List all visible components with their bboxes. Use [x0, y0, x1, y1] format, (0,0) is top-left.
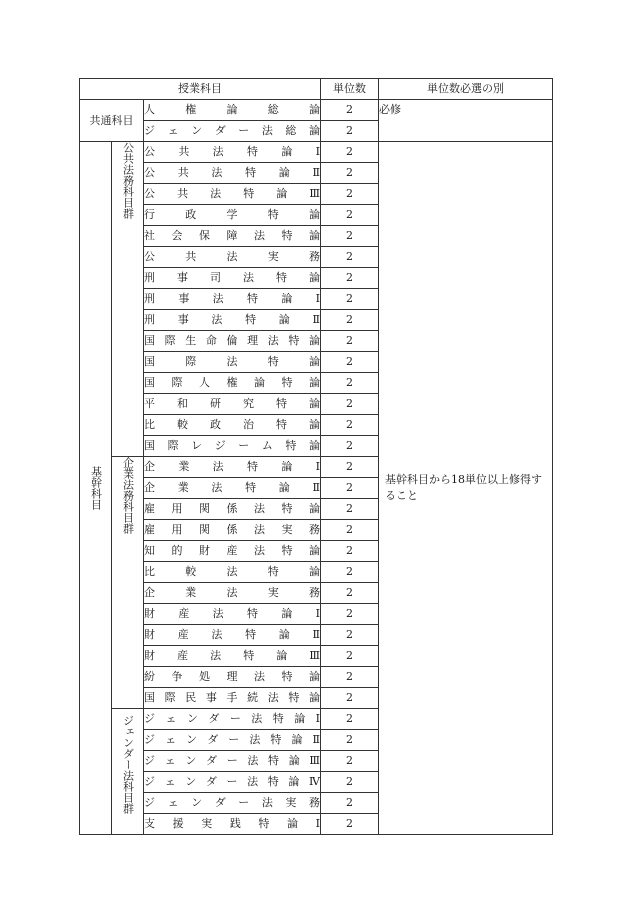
subject-name	[144, 268, 321, 289]
subject-units: 2	[321, 583, 379, 604]
subject-name-text: 刑 事 法 特 論 Ⅱ	[144, 313, 320, 326]
subgroup-label-text: ジェンダー法科目群	[121, 715, 135, 814]
subject-name	[144, 793, 321, 814]
subject-name-text: 行 政 学 特 論	[144, 208, 320, 221]
subgroup-label	[112, 142, 144, 457]
header-row	[80, 79, 553, 100]
subject-units: 2	[321, 688, 379, 709]
subject-name	[144, 562, 321, 583]
subject-name-text: 国 際 人 権 論 特 論	[144, 376, 320, 389]
core-group-label-text: 基幹科目	[89, 466, 103, 510]
subject-name	[144, 730, 321, 751]
subject-units: 2	[321, 499, 379, 520]
subject-name-text: 雇 用 関 係 法 実 務	[144, 523, 320, 536]
subject-name	[144, 100, 321, 121]
subject-name-text: 国 際 民 事 手 続 法 特 論	[144, 691, 320, 704]
subject-units: 2	[321, 646, 379, 667]
common-group-label: 共通科目	[80, 100, 144, 142]
subject-name	[144, 436, 321, 457]
subject-name	[144, 478, 321, 499]
subject-name	[144, 625, 321, 646]
subject-name-text: 公 共 法 特 論 Ⅲ	[144, 187, 320, 200]
subject-name	[144, 352, 321, 373]
subject-name-text: 国 際 レ ジ ー ム 特 論	[144, 439, 320, 452]
subject-units: 2	[321, 814, 379, 835]
subject-name-text: 企 業 法 特 論 Ⅰ	[144, 460, 320, 473]
subject-units: 2	[321, 415, 379, 436]
subject-name	[144, 121, 321, 142]
subject-units: 2	[321, 373, 379, 394]
subgroup-label-text: 公共法務科目群	[121, 142, 135, 219]
subject-name-text: 公 共 法 実 務	[144, 250, 320, 263]
subject-name	[144, 163, 321, 184]
subject-units: 2	[321, 772, 379, 793]
subject-name	[144, 751, 321, 772]
subject-name-text: ジ ェ ン ダ ー 法 特 論 Ⅲ	[144, 754, 320, 767]
subject-units: 2	[321, 184, 379, 205]
subject-units: 2	[321, 751, 379, 772]
subject-name	[144, 184, 321, 205]
common-requirement: 必修	[379, 100, 553, 142]
subject-units: 2	[321, 268, 379, 289]
subject-name-text: 国 際 生 命 倫 理 法 特 論	[144, 334, 320, 347]
subject-name-text: 公 共 法 特 論 Ⅰ	[144, 145, 320, 158]
subject-units: 2	[321, 478, 379, 499]
subject-units: 2	[321, 352, 379, 373]
subject-name	[144, 373, 321, 394]
subject-name-text: 財 産 法 特 論 Ⅱ	[144, 628, 320, 641]
header-units: 単位数	[321, 79, 379, 100]
subject-name	[144, 709, 321, 730]
subject-units: 2	[321, 793, 379, 814]
subgroup-label	[112, 709, 144, 835]
core-group-label	[80, 142, 112, 835]
subject-name	[144, 667, 321, 688]
subject-units: 2	[321, 541, 379, 562]
subject-name	[144, 646, 321, 667]
subject-name-text: ジ ェ ン ダ ー 法 実 務	[144, 796, 320, 809]
table-row	[80, 142, 553, 163]
subject-name-text: 平 和 研 究 特 論	[144, 397, 320, 410]
subject-name	[144, 415, 321, 436]
subject-name-text: 比 較 法 特 論	[144, 565, 320, 578]
subject-name	[144, 310, 321, 331]
subject-units: 2	[321, 604, 379, 625]
course-table	[79, 78, 553, 835]
subject-units: 2	[321, 457, 379, 478]
subject-name-text: 財 産 法 特 論 Ⅰ	[144, 607, 320, 620]
subject-name-text: 財 産 法 特 論 Ⅲ	[144, 649, 320, 662]
subgroup-label-text: 企業法務科目群	[121, 457, 135, 534]
subject-name	[144, 604, 321, 625]
subject-units: 2	[321, 331, 379, 352]
subject-name-text: ジ ェ ン ダ ー 法 特 論 Ⅱ	[144, 733, 320, 746]
subject-name	[144, 331, 321, 352]
subject-name-text: ジ ェ ン ダ ー 法 特 論 Ⅰ	[144, 712, 320, 725]
subject-name-text: 刑 事 司 法 特 論	[144, 271, 320, 284]
subject-units: 2	[321, 394, 379, 415]
subject-name	[144, 688, 321, 709]
subject-units: 2	[321, 667, 379, 688]
subject-name	[144, 772, 321, 793]
subject-units: 2	[321, 730, 379, 751]
subject-name-text: ジ ェ ン ダ ー 法 総 論	[144, 124, 320, 137]
subject-name	[144, 457, 321, 478]
subject-units: 2	[321, 163, 379, 184]
subject-units: 2	[321, 226, 379, 247]
subject-name	[144, 226, 321, 247]
subject-units: 2	[321, 100, 379, 121]
subject-name-text: ジ ェ ン ダ ー 法 特 論 Ⅳ	[144, 775, 320, 788]
subject-name-text: 社 会 保 障 法 特 論	[144, 229, 320, 242]
subject-units: 2	[321, 289, 379, 310]
subject-name-text: 雇 用 関 係 法 特 論	[144, 502, 320, 515]
subject-units: 2	[321, 562, 379, 583]
subject-units: 2	[321, 625, 379, 646]
subject-units: 2	[321, 142, 379, 163]
subgroup-label	[112, 457, 144, 709]
core-requirement: 基幹科目から18単位以上修得すること	[379, 142, 553, 835]
subject-units: 2	[321, 709, 379, 730]
subject-name-text: 刑 事 法 特 論 Ⅰ	[144, 292, 320, 305]
subject-name-text: 人 権 論 総 論	[144, 103, 320, 116]
subject-name-text: 企 業 法 特 論 Ⅱ	[144, 481, 320, 494]
subject-name	[144, 814, 321, 835]
header-subject: 授業科目	[80, 79, 321, 100]
subject-units: 2	[321, 520, 379, 541]
subject-name	[144, 394, 321, 415]
subject-name	[144, 499, 321, 520]
subject-name	[144, 289, 321, 310]
subject-units: 2	[321, 436, 379, 457]
subject-name	[144, 541, 321, 562]
subject-name-text: 企 業 法 実 務	[144, 586, 320, 599]
table-row	[80, 100, 553, 121]
table-body	[80, 100, 553, 835]
subject-name-text: 支 援 実 践 特 論 Ⅰ	[144, 817, 320, 830]
subject-units: 2	[321, 205, 379, 226]
subject-name	[144, 205, 321, 226]
subject-name	[144, 520, 321, 541]
subject-units: 2	[321, 121, 379, 142]
subject-name-text: 国 際 法 特 論	[144, 355, 320, 368]
subject-name	[144, 142, 321, 163]
subject-name	[144, 583, 321, 604]
subject-name-text: 公 共 法 特 論 Ⅱ	[144, 166, 320, 179]
subject-name-text: 比 較 政 治 特 論	[144, 418, 320, 431]
subject-name	[144, 247, 321, 268]
subject-units: 2	[321, 310, 379, 331]
subject-name-text: 知 的 財 産 法 特 論	[144, 544, 320, 557]
subject-name-text: 紛 争 処 理 法 特 論	[144, 670, 320, 683]
subject-units: 2	[321, 247, 379, 268]
header-requirement: 単位数必選の別	[379, 79, 553, 100]
